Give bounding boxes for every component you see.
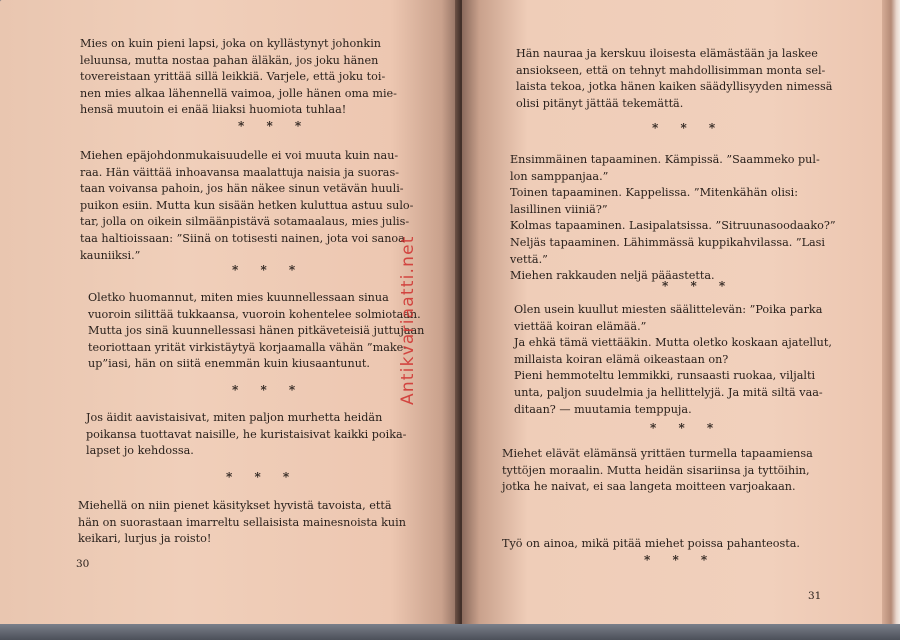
text-line: puikon esiin. Mutta kun sisään hetken kuluttua astuu sulo- xyxy=(80,198,414,212)
text-line: teoriottaan yrität virkistäytyä korjaamalla vähän ”make- xyxy=(88,340,408,354)
text-line: tar, jolla on oikein silmäänpistävä sotamaalaus, mies julis- xyxy=(80,215,410,229)
text-line: keikari, lurjus ja roisto! xyxy=(78,532,212,546)
text-line: tyttöjen moraalin. Mutta heidän sisariinsa ja tyttöihin, xyxy=(502,463,810,477)
right-paragraph-2 xyxy=(510,152,844,285)
left-paragraph-2 xyxy=(80,148,428,264)
left-paragraph-1 xyxy=(80,36,428,119)
text-line: Työ on ainoa, mikä pitää miehet poissa pahanteosta. xyxy=(502,537,800,550)
text-line: viettää koiran elämää.” xyxy=(514,319,647,333)
text-line: Pieni hemmoteltu lemmikki, runsaasti ruokaa, viljalti xyxy=(514,369,816,383)
text-line: tovereistaan yrittää sillä leikkiä. Varjele, että joku toi- xyxy=(80,70,386,84)
left-paragraph-4 xyxy=(86,410,416,460)
text-line: Ja ehkä tämä viettääkin. Mutta oletko koskaan ajatellut, xyxy=(514,336,832,350)
left-separator-3: * * * xyxy=(232,383,305,397)
page-edge xyxy=(882,0,900,640)
right-page xyxy=(462,0,900,640)
text-line: olisi pitänyt jättää tekemättä. xyxy=(516,96,684,110)
text-line: lasillinen viiniä?” xyxy=(510,202,608,216)
text-line: Olen usein kuullut miesten säälittelevän: ”Poika parka xyxy=(514,303,823,316)
text-line: Miehellä on niin pienet käsitykset hyvistä tavoista, että xyxy=(78,499,392,512)
left-paragraph-3 xyxy=(88,290,425,373)
right-paragraph-5 xyxy=(502,536,836,553)
text-line: ditaan? — muutamia temppuja. xyxy=(514,402,692,416)
text-line: lon samppanjaa.” xyxy=(510,169,609,183)
left-page-number: 30 xyxy=(76,558,90,570)
text-line: hensä muutoin ei enää liiaksi huomiota tuhlaa! xyxy=(80,103,347,117)
left-separator-4: * * * xyxy=(226,470,299,484)
text-line: Jos äidit aavistaisivat, miten paljon murhetta heidän xyxy=(86,411,383,424)
text-line: Oletko huomannut, miten mies kuunnellessaan sinua xyxy=(88,291,389,304)
left-separator-1: * * * xyxy=(238,119,311,133)
text-line: Toinen tapaaminen. Kappelissa. ”Mitenkähän olisi: xyxy=(510,186,799,200)
text-line: millaista koiran elämä oikeastaan on? xyxy=(514,352,729,366)
text-line: hän on suorastaan imarreltu sellaisista mainesnoista kuin xyxy=(78,515,406,529)
text-line: Mutta jos sinä kuunnellessasi hänen pitkäveteisiä juttujaan xyxy=(88,324,425,338)
text-line: unta, paljon suudelmia ja hellittelyjä. Ja mitä siltä vaa- xyxy=(514,385,823,399)
text-line: Hän nauraa ja kerskuu iloisesta elämästään ja laskee xyxy=(516,47,818,60)
text-line: jotka he naivat, ei saa langeta moitteen varjoakaan. xyxy=(502,480,796,494)
right-page-number: 31 xyxy=(808,590,822,602)
text-line: Miehen rakkauden neljä pääastetta. xyxy=(510,269,715,283)
text-line: vettä.” xyxy=(510,252,548,266)
text-line: Miehet elävät elämänsä yrittäen turmella tapaamiensa xyxy=(502,447,813,460)
text-line: Neljäs tapaaminen. Lähimmässä kuppikahvilassa. ”Lasi xyxy=(510,235,825,249)
text-line: leluunsa, mutta nostaa pahan äläkän, jos joku hänen xyxy=(80,53,379,67)
right-separator-4: * * * xyxy=(644,553,717,567)
text-line: raa. Hän väittää inhoavansa maalattuja naisia ja suoras- xyxy=(80,165,400,179)
left-paragraph-5 xyxy=(78,498,408,548)
bottom-strip xyxy=(0,624,900,640)
text-line: Ensimmäinen tapaaminen. Kämpissä. ”Saammeko pul- xyxy=(510,153,820,166)
text-line: lapset jo kehdossa. xyxy=(86,444,194,458)
right-paragraph-4 xyxy=(502,446,836,496)
text-line: up”iasi, hän on siitä enemmän kuin kiusaantunut. xyxy=(88,357,370,371)
text-line: laista tekoa, jotka hänen kaiken säädyllisyyden nimessä xyxy=(516,80,833,94)
right-separator-2: * * * xyxy=(662,279,735,293)
text-line: ansiokseen, että on tehnyt mahdollisimman monta sel- xyxy=(516,63,826,77)
text-line: nen mies alkaa lähennellä vaimoa, jolle hänen oma mie- xyxy=(80,86,397,100)
right-paragraph-1 xyxy=(516,46,844,112)
left-separator-2: * * * xyxy=(232,263,305,277)
text-line: Kolmas tapaaminen. Lasipalatsissa. ”Sitruunasoodaako?” xyxy=(510,219,836,233)
text-line: Mies on kuin pieni lapsi, joka on kyllästynyt johonkin xyxy=(80,37,381,50)
text-line: taa haltioissaan: ”Siinä on totisesti nainen, jota voi sanoa xyxy=(80,231,405,245)
right-separator-1: * * * xyxy=(652,121,725,135)
watermark: Antikvariaatti.net xyxy=(398,235,418,405)
text-line: vuoroin silittää tukkaansa, vuoroin kohentelee solmiotaan. xyxy=(88,307,421,321)
text-line: poikansa tuottavat naisille, he kuristaisivat kaikki poika- xyxy=(86,427,407,441)
text-line: Miehen epäjohdonmukaisuudelle ei voi muuta kuin nau- xyxy=(80,149,399,162)
text-line: taan voivansa pahoin, jos hän näkee sinun vetävän huuli- xyxy=(80,182,404,196)
text-line: kauniiksi.” xyxy=(80,248,141,262)
right-paragraph-3 xyxy=(514,302,846,418)
right-separator-3: * * * xyxy=(650,421,723,435)
